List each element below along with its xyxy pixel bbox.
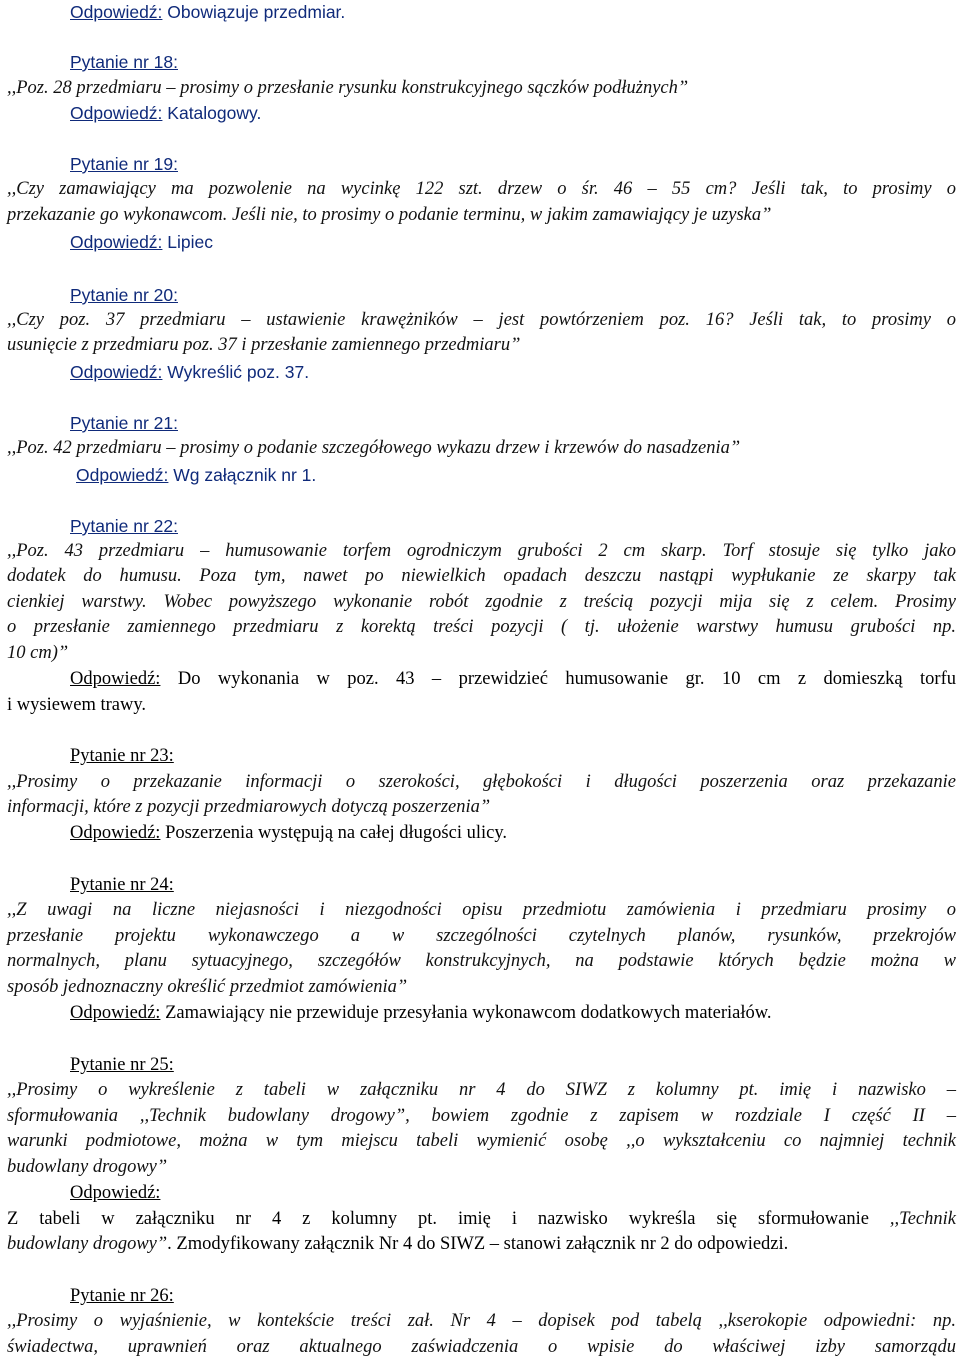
- answer-label: Odpowiedź:: [70, 232, 163, 252]
- answer-label: Odpowiedź:: [70, 1183, 161, 1203]
- question-26-heading: Pytanie nr 26:: [70, 1286, 174, 1306]
- answer-label: Odpowiedź:: [70, 2, 163, 22]
- answer-20: [7, 360, 960, 386]
- question-23-heading: Pytanie nr 23:: [70, 746, 174, 766]
- answer-25-line-2: budowlany drogowy”. Zmodyfikowany załącznik Nr 4 do SIWZ – stanowi załącznik nr 2 do odpowiedzi.: [7, 1234, 789, 1254]
- answer-text: Katalogowy.: [162, 103, 262, 123]
- answer-25-label-line: [7, 1181, 960, 1206]
- answer-text: Zamawiający nie przewiduje przesyłania wykonawcom dodatkowych materiałów.: [160, 1003, 772, 1023]
- question-25-line-1: ,,Prosimy o wykreślenie z tabeli w załączniku nr 4 do SIWZ z kolumny pt. imię i nazwisko –: [7, 1080, 956, 1100]
- question-20-line-1: ,,Czy poz. 37 przedmiaru – ustawienie krawężników – jest powtórzeniem poz. 16? Jeśli tak, to prosimy o: [7, 310, 956, 330]
- question-24-heading: Pytanie nr 24:: [70, 875, 174, 895]
- question-26-line-2: świadectwa, uprawnień oraz aktualnego zaświadczenia o wpisie do właściwej izby samorządu: [7, 1337, 956, 1357]
- question-25-line-2: sformułowania ,,Technik budowlany drogowy”, bowiem zgodnie z zapisem w rozdziale I część II –: [7, 1106, 956, 1126]
- question-19-line-1: ,,Czy zamawiający ma pozwolenie na wycinkę 122 szt. drzew o śr. 46 – 55 cm? Jeśli tak, to prosimy o: [7, 179, 956, 199]
- question-24-line-3: normalnych, planu sytuacyjnego, szczegółów konstrukcyjnych, na podstawie których będzie można w: [7, 951, 956, 971]
- question-25-heading: Pytanie nr 25:: [70, 1055, 174, 1075]
- answer-text: Wykreślić poz. 37.: [162, 362, 310, 382]
- answer-text: Do wykonania w poz. 43 – przewidzieć humusowanie gr. 10 cm z domieszką torfu: [160, 669, 956, 689]
- question-22-line-5: 10 cm)”: [7, 643, 69, 663]
- question-26-line-1: ,,Prosimy o wyjaśnienie, w kontekście treści zał. Nr 4 – dopisek pod tabelą ,,kserokopie odpowiedni: np.: [7, 1311, 956, 1331]
- answer-22-line-2: i wysiewem trawy.: [7, 695, 147, 715]
- question-19-line-2: przekazanie go wykonawcom. Jeśli nie, to prosimy o podanie terminu, w jakim zamawiający je uzyska”: [7, 205, 772, 225]
- answer-text: Wg załącznik nr 1.: [168, 465, 317, 485]
- question-18-text: ,,Poz. 28 przedmiaru – prosimy o przesłanie rysunku konstrukcyjnego sączków podłużnych”: [7, 78, 689, 98]
- question-22-line-1: ,,Poz. 43 przedmiaru – humusowanie torfem ogrodniczym grubości 2 cm skarp. Torf stosuje się tylko jako: [7, 541, 956, 561]
- answer-23: [7, 821, 960, 846]
- answer-label: Odpowiedź:: [76, 465, 169, 485]
- question-23-line-1: ,,Prosimy o przekazanie informacji o szerokości, głębokości i długości poszerzenia oraz przekazanie: [7, 772, 956, 792]
- answer-label: Odpowiedź:: [70, 362, 163, 382]
- answer-text: Poszerzenia występują na całej długości ulicy.: [160, 823, 508, 843]
- answer-text: Lipiec: [162, 232, 214, 252]
- question-20-heading: Pytanie nr 20:: [70, 285, 178, 305]
- answer-22-line-1: [7, 667, 956, 692]
- question-23-line-2: informacji, które z pozycji przedmiarowych dotyczą poszerzenia”: [7, 797, 491, 817]
- question-24-line-4: sposób jednoznaczny określić przedmiot zamówienia”: [7, 977, 408, 997]
- answer-label: Odpowiedź:: [70, 1003, 161, 1023]
- answer-21: [7, 463, 960, 489]
- question-18-heading: Pytanie nr 18:: [70, 52, 178, 72]
- question-21-text: ,,Poz. 42 przedmiaru – prosimy o podanie szczegółowego wykazu drzew i krzewów do nasadzenia”: [7, 438, 741, 458]
- answer-17: [7, 0, 960, 26]
- answer-label: Odpowiedź:: [70, 669, 161, 689]
- question-21-heading: Pytanie nr 21:: [70, 413, 178, 433]
- answer-text: Obowiązuje przedmiar.: [162, 2, 346, 22]
- answer-label: Odpowiedź:: [70, 103, 163, 123]
- question-22-line-3: cienkiej warstwy. Wobec powyższego wykonanie robót zgodnie z treścią pozycji mija się z celem. Prosimy: [7, 592, 956, 612]
- question-19-heading: Pytanie nr 19:: [70, 154, 178, 174]
- question-24-line-1: ,,Z uwagi na liczne niejasności i niezgodności opisu przedmiotu zamówienia i przedmiaru prosimy o: [7, 900, 956, 920]
- answer-25-line-1: Z tabeli w załączniku nr 4 z kolumny pt. imię i nazwisko wykreśla się sformułowanie ,,Technik: [7, 1209, 956, 1229]
- question-25-line-3: warunki podmiotowe, można w tym miejscu tabeli wymienić osobę ,,o wykształceniu co najmniej technik: [7, 1131, 956, 1151]
- answer-19: [7, 230, 960, 256]
- question-22-line-4: o przesłanie zamiennego przedmiaru z korektą treści pozycji ( tj. ułożenie warstwy humusu grubości np.: [7, 617, 956, 637]
- question-25-line-4: budowlany drogowy”: [7, 1157, 168, 1177]
- question-22-heading: Pytanie nr 22:: [70, 516, 178, 536]
- answer-24: [7, 1001, 960, 1026]
- answer-18: [7, 101, 960, 127]
- question-24-line-2: przesłanie projektu wykonawczego a w szczególności czytelnych planów, rysunków, przekrojów: [7, 926, 956, 946]
- question-22-line-2: dodatek do humusu. Poza tym, nawet po niewielkich opadach deszczu nastąpi wypłukanie ze skarpy tak: [7, 566, 956, 586]
- question-20-line-2: usunięcie z przedmiaru poz. 37 i przesłanie zamiennego przedmiaru”: [7, 335, 521, 355]
- answer-label: Odpowiedź:: [70, 823, 161, 843]
